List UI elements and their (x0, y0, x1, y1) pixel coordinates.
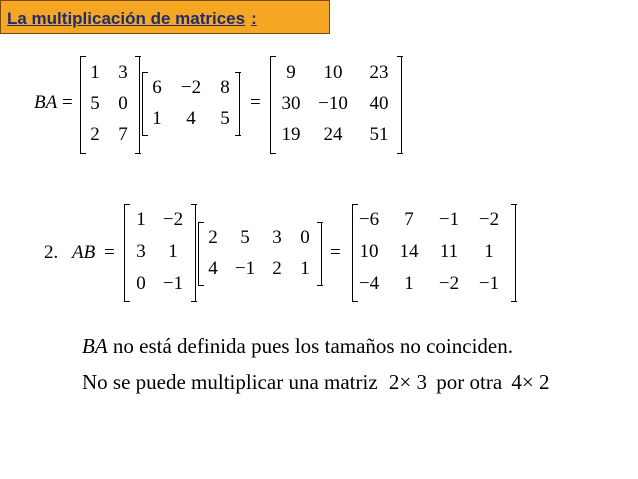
matrix-cell: 51 (369, 124, 389, 145)
matrix-cell: 1 (90, 62, 100, 83)
example1-equals: = (62, 92, 73, 113)
matrix-cell: −6 (358, 209, 380, 230)
matrix-cell: 3 (118, 62, 128, 83)
matrix-cell: −1 (234, 258, 256, 279)
matrix-cell: 0 (300, 227, 310, 248)
note-text-2: No se puede multiplicar una matriz (82, 370, 378, 394)
matrix-cell: 2 (90, 124, 100, 145)
matrix-cell: 1 (484, 241, 494, 262)
matrix-cell: −2 (478, 209, 500, 230)
matrix-cell: 10 (359, 241, 379, 262)
note-dim-1: 2× 3 (388, 370, 427, 394)
matrix-cell: 11 (439, 241, 459, 262)
matrix-cell: 30 (281, 93, 301, 114)
matrix-cell: −10 (318, 93, 348, 114)
matrix-cell: −2 (180, 77, 202, 98)
matrix-cell: 5 (220, 108, 230, 129)
matrix-cell: 9 (286, 62, 296, 83)
matrix-cell: 23 (369, 62, 389, 83)
matrix-cell: 4 (186, 108, 196, 129)
matrix-cell: 8 (220, 77, 230, 98)
matrix-cell: 1 (168, 241, 178, 262)
title-bar (0, 0, 330, 34)
matrix-cell: 5 (90, 93, 100, 114)
matrix-cell: 1 (152, 108, 162, 129)
matrix-A-3x2 (124, 204, 196, 302)
note-text-1: no está definida pues los tamaños no coinciden. (112, 334, 513, 358)
matrix-cell: 1 (136, 209, 146, 230)
matrix-cell: 24 (323, 124, 343, 145)
matrix-result-1 (270, 56, 402, 154)
matrix-cell: 1 (300, 258, 310, 279)
note-dim-2: 4× 2 (511, 370, 550, 394)
page-title (7, 9, 257, 29)
matrix-B-2x4 (198, 222, 322, 286)
matrix-cell: −1 (162, 273, 184, 294)
note-line-2 (82, 370, 550, 395)
matrix-cell: 6 (152, 77, 162, 98)
example2-lhs: AB (72, 242, 96, 263)
matrix-cell: 0 (118, 93, 128, 114)
matrix-cell: 7 (118, 124, 128, 145)
note-text-3: por otra (436, 370, 503, 394)
matrix-cell: 1 (404, 273, 414, 294)
matrix-cell: 4 (208, 258, 218, 279)
example2-equals-2: = (330, 242, 341, 263)
matrix-cell: 5 (240, 227, 250, 248)
matrix-cell: 40 (369, 93, 389, 114)
matrix-cell: 3 (136, 241, 146, 262)
matrix-cell: 2 (272, 258, 282, 279)
note-symbol: BA (82, 334, 108, 358)
example1-lhs: BA (34, 92, 58, 113)
matrix-cell: 19 (281, 124, 301, 145)
note-line-1 (82, 334, 513, 359)
title-colon: : (251, 9, 257, 28)
matrix-B-3x2 (80, 56, 140, 154)
matrix-A-2x3 (142, 72, 240, 136)
example2-equals: = (104, 242, 115, 263)
title-label: La multiplicación de matrices (7, 9, 246, 28)
matrix-cell: −4 (358, 273, 380, 294)
matrix-result-2 (352, 204, 516, 302)
example1-equals-2: = (250, 92, 261, 113)
matrix-cell: 2 (208, 227, 218, 248)
matrix-cell: 14 (399, 241, 419, 262)
matrix-cell: −1 (438, 209, 460, 230)
matrix-cell: −2 (162, 209, 184, 230)
matrix-cell: −1 (478, 273, 500, 294)
matrix-cell: 3 (272, 227, 282, 248)
matrix-cell: 7 (404, 209, 414, 230)
matrix-cell: 10 (323, 62, 343, 83)
example2-number: 2. (44, 242, 59, 263)
matrix-cell: 0 (136, 273, 146, 294)
matrix-cell: −2 (438, 273, 460, 294)
